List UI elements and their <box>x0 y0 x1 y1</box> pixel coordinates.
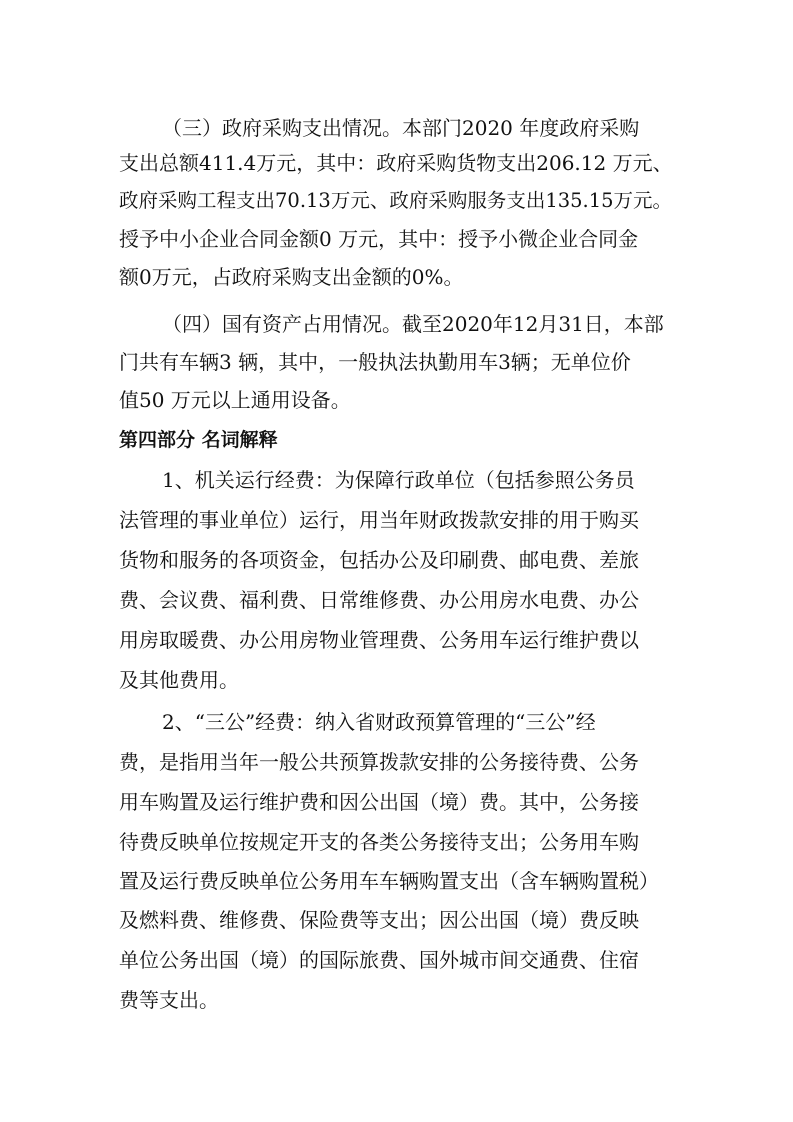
text-line: 费等支出。 <box>119 988 219 1012</box>
text-line: 待费反映单位按规定开支的各类公务接待支出；公务用车购 <box>119 830 639 854</box>
text-line: 用车购置及运行维护费和因公出国（境）费。其中，公务接 <box>119 790 639 814</box>
text-line: （三）政府采购支出情况。本部门2020 年度政府采购 <box>162 116 640 140</box>
text-line: 2、“三公”经费：纳入省财政预算管理的“三公”经 <box>162 710 596 734</box>
text-line: 1、机关运行经费：为保障行政单位（包括参照公务员 <box>162 468 635 492</box>
text-line: 及其他费用。 <box>119 668 239 692</box>
text-line: 法管理的事业单位）运行，用当年财政拨款安排的用于购买 <box>119 508 639 532</box>
text-line: 货物和服务的各项资金，包括办公及印刷费、邮电费、差旅 <box>119 548 639 572</box>
part-heading: 第四部分 名词解释 <box>119 429 278 451</box>
text-line: （四）国有资产占用情况。截至2020年12月31日，本部 <box>162 312 664 336</box>
text-line: 授予中小企业合同金额0 万元，其中：授予小微企业合同金 <box>119 227 639 251</box>
text-line: 费，是指用当年一般公共预算拨款安排的公务接待费、公务 <box>119 750 639 774</box>
text-line: 及燃料费、维修费、保险费等支出；因公出国（境）费反映 <box>119 908 639 932</box>
text-line: 置及运行费反映单位公务用车车辆购置支出（含车辆购置税） <box>119 869 659 893</box>
text-line: 费、会议费、福利费、日常维修费、办公用房水电费、办公 <box>119 588 639 612</box>
text-line: 额0万元，占政府采购支出金额的0%。 <box>119 265 464 289</box>
text-line: 政府采购工程支出70.13万元、政府采购服务支出135.15万元。 <box>119 189 673 212</box>
text-line: 值50 万元以上通用设备。 <box>119 388 351 412</box>
text-line: 单位公务出国（境）的国际旅费、国外城市间交通费、住宿 <box>119 948 639 972</box>
text-line: 门共有车辆3 辆，其中，一般执法执勤用车3辆；无单位价 <box>119 350 631 374</box>
text-line: 用房取暖费、办公用房物业管理费、公务用车运行维护费以 <box>119 628 639 652</box>
text-line: 支出总额411.4万元，其中：政府采购货物支出206.12 万元、 <box>119 151 673 175</box>
